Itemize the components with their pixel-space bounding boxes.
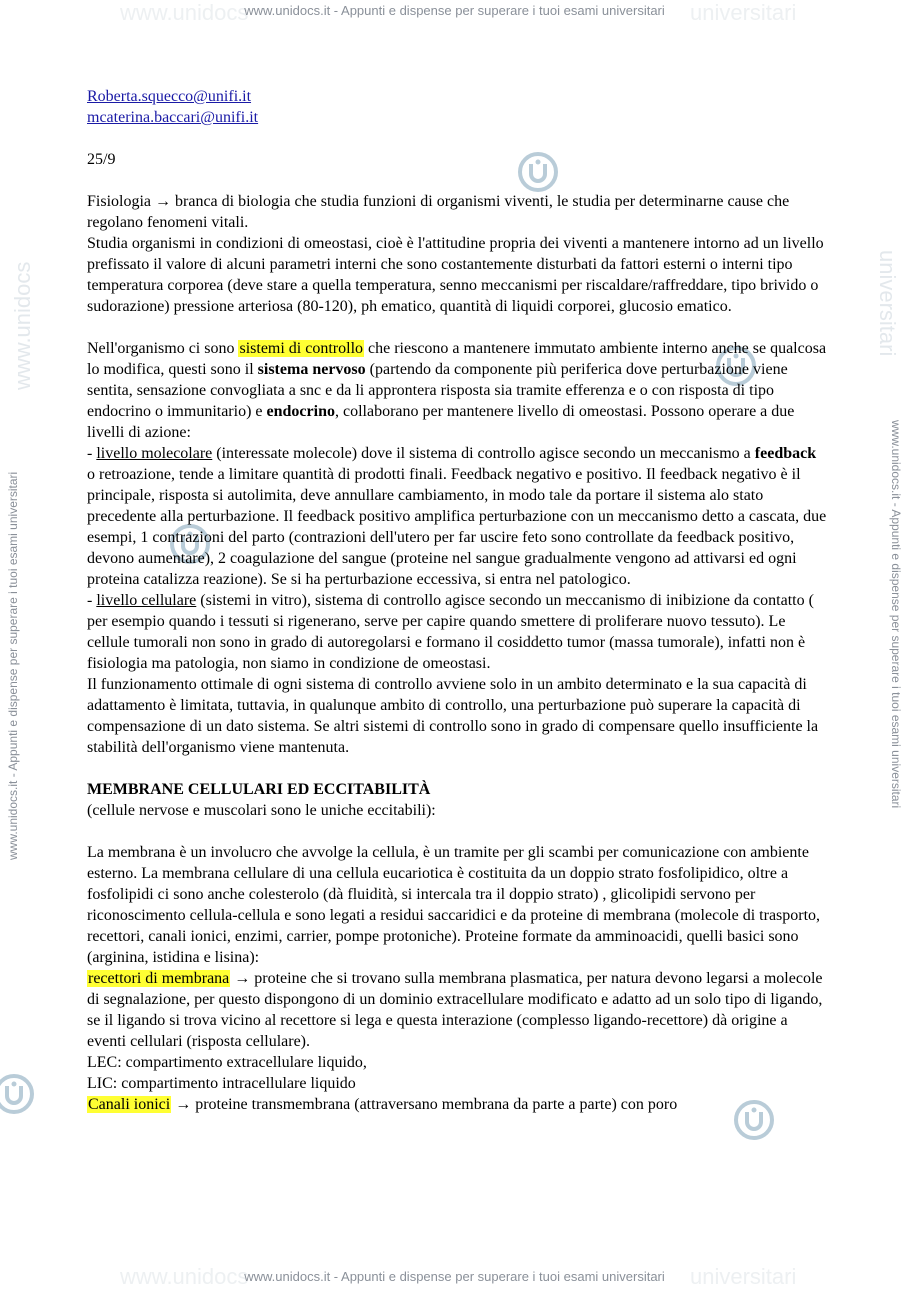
watermark-top: www.unidocs.it - Appunti e dispense per superare i tuoi esami universitari <box>244 3 665 18</box>
email-link-1[interactable]: Roberta.squecco@unifi.it <box>87 88 252 105</box>
paragraph-omeostasi: Studia organismi in condizioni di omeostasi, cioè è l'attitudine propria dei viventi a mantenere intorno ad un livello prefissato il valore di alcuni parametri interni che sono costantemente disturbati da fattori esterni o interni tipo temperatura corporea (deve stare a quella temperatura, senno meccanismi per riscaldare/raffreddare, tipo brivido o sudorazione) pressione arteriosa (80-120), ph ematico, quantità di liquidi corporei, glucosio ematico. <box>87 235 824 315</box>
document-body <box>87 86 827 1115</box>
watermark-right: www.unidocs.it - Appunti e dispense per superare i tuoi esami universitari <box>889 420 903 809</box>
highlight-canali-ionici: Canali ionici <box>88 1096 171 1113</box>
watermark-left: www.unidocs.it - Appunti e dispense per superare i tuoi esami universitari <box>6 471 20 860</box>
paragraph-membrana: La membrana è un involucro che avvolge la cellula, è un tramite per gli scambi per comunicazione con ambiente esterno. La membrana cellulare di una cellula eucariotica è costituita da un doppio strato fosfolipidico, oltre a fosfolipidi ci sono anche colesterolo (dà fluidità, si intercala tra il doppio strato) , glicolipidi servono per riconoscimento cellula-cellula e sono legati a residui saccaridici e da proteine di membrana (molecole di trasporto, recettori, canali ionici, enzimi, carrier, pompe protoniche). Proteine formate da amminoacidi, quelli basici sono (arginina, istidina e lisina): <box>87 844 821 966</box>
paragraph-livello-cellulare: - livello cellulare (sistemi in vitro), sistema di controllo agisce secondo un meccanismo di inibizione da contatto ( per esempio quando i tessuti si rigenerano, serve per capire quando smettere di proliferare nuovo tessuto). Le cellule tumorali non sono in grado di autoregolarsi e formano il cosiddetto tumor (massa tumorale), infatti non è fisiologia ma patologia, non siamo in condizione de omeostasi. <box>87 592 814 672</box>
line-lec: LEC: compartimento extracellulare liquido, <box>87 1054 367 1071</box>
paragraph-funzionamento: Il funzionamento ottimale di ogni sistema di controllo avviene solo in un ambito determinato e la sua capacità di adattamento è limitata, tuttavia, in qualunque ambito di controllo, una perturbazione può superare la capacità di compensazione di un dato sistema. Se altri sistemi di controllo sono in grado di compensare quello insufficiente la stabilità dell'organismo viene mantenuta. <box>87 676 819 756</box>
line-lic: LIC: compartimento intracellulare liquido <box>87 1075 356 1092</box>
ghost-watermark-bottom: www.unidocs <box>120 1264 249 1289</box>
ghost-watermark-left: www.unidocs <box>10 261 35 390</box>
highlight-sistemi-controllo: sistemi di controllo <box>239 340 364 357</box>
section-subheading: (cellule nervose e muscolari sono le uniche eccitabili): <box>87 802 436 819</box>
paragraph-canali-ionici: Canali ionici → proteine transmembrana (attraversano membrana da parte a parte) con poro <box>88 1096 678 1113</box>
section-heading: MEMBRANE CELLULARI ED ECCITABILITÀ <box>87 781 431 798</box>
paragraph-recettori: recettori di membrana → proteine che si trovano sulla membrana plasmatica, per natura devono legarsi a molecole di segnalazione, per questo dispongono di un dominio extracellulare modificato e adatto ad un solo tipo di ligando, se il ligando si trova vicino al recettore si lega e questa interazione (complesso ligando-recettore) dà origine a eventi cellulari (risposta cellulare). <box>87 970 823 1050</box>
email-link-2[interactable]: mcaterina.baccari@unifi.it <box>87 109 259 126</box>
watermark-bottom: www.unidocs.it - Appunti e dispense per superare i tuoi esami universitari <box>244 1269 665 1284</box>
paragraph-sistemi-controllo: Nell'organismo ci sono sistemi di controllo che riescono a mantenere immutato ambiente interno anche se qualcosa lo modifica, questi sono il sistema nervoso (partendo da componente più periferica dove perturbazione viene sentita, sensazione convogliata a snc e da li approntera risposta sia tramite efferenza e o con risposta di tipo endocrino o immunitario) e endocrino, collaborano per mantenere livello di omeostasi. Possono operare a due livelli di azione: <box>87 340 827 441</box>
ghost-watermark-top-right: universitari <box>690 0 797 25</box>
paragraph-livello-molecolare: - livello molecolare (interessate molecole) dove il sistema di controllo agisce secondo un meccanismo a feedback o retroazione, tende a limitare quantità di prodotti finali. Feedback negativo e positivo. Il feedback negativo è il principale, risposta si autolimita, deve annullare cambiamento, in modo tale da portare il sistema alo stato precedente alla perturbazione. Il feedback positivo amplifica perturbazione con un meccanismo detto a cascata, due esempi, 1 contrazioni del parto (contrazioni dell'utero per far uscire feto sono controllate da feedback positivo, devono aumentare), 2 coagulazione del sangue (proteine nel sangue gradualmente vengono ad attivarsi ed ogni proteina catalizza reazione). Se si ha perturbazione eccessiva, si entra nel patologico. <box>87 445 827 588</box>
unidocs-logo-icon <box>0 1072 36 1116</box>
ghost-watermark-bottom-right: universitari <box>690 1264 797 1289</box>
date-label: 25/9 <box>87 151 116 168</box>
ghost-watermark-top: www.unidocs <box>120 0 249 25</box>
ghost-watermark-right: universitari <box>875 250 900 357</box>
highlight-recettori: recettori di membrana <box>88 970 230 987</box>
paragraph-fisiologia: Fisiologia → branca di biologia che studia funzioni di organismi viventi, le studia per determinarne cause che regolano fenomeni vitali. <box>87 193 790 231</box>
